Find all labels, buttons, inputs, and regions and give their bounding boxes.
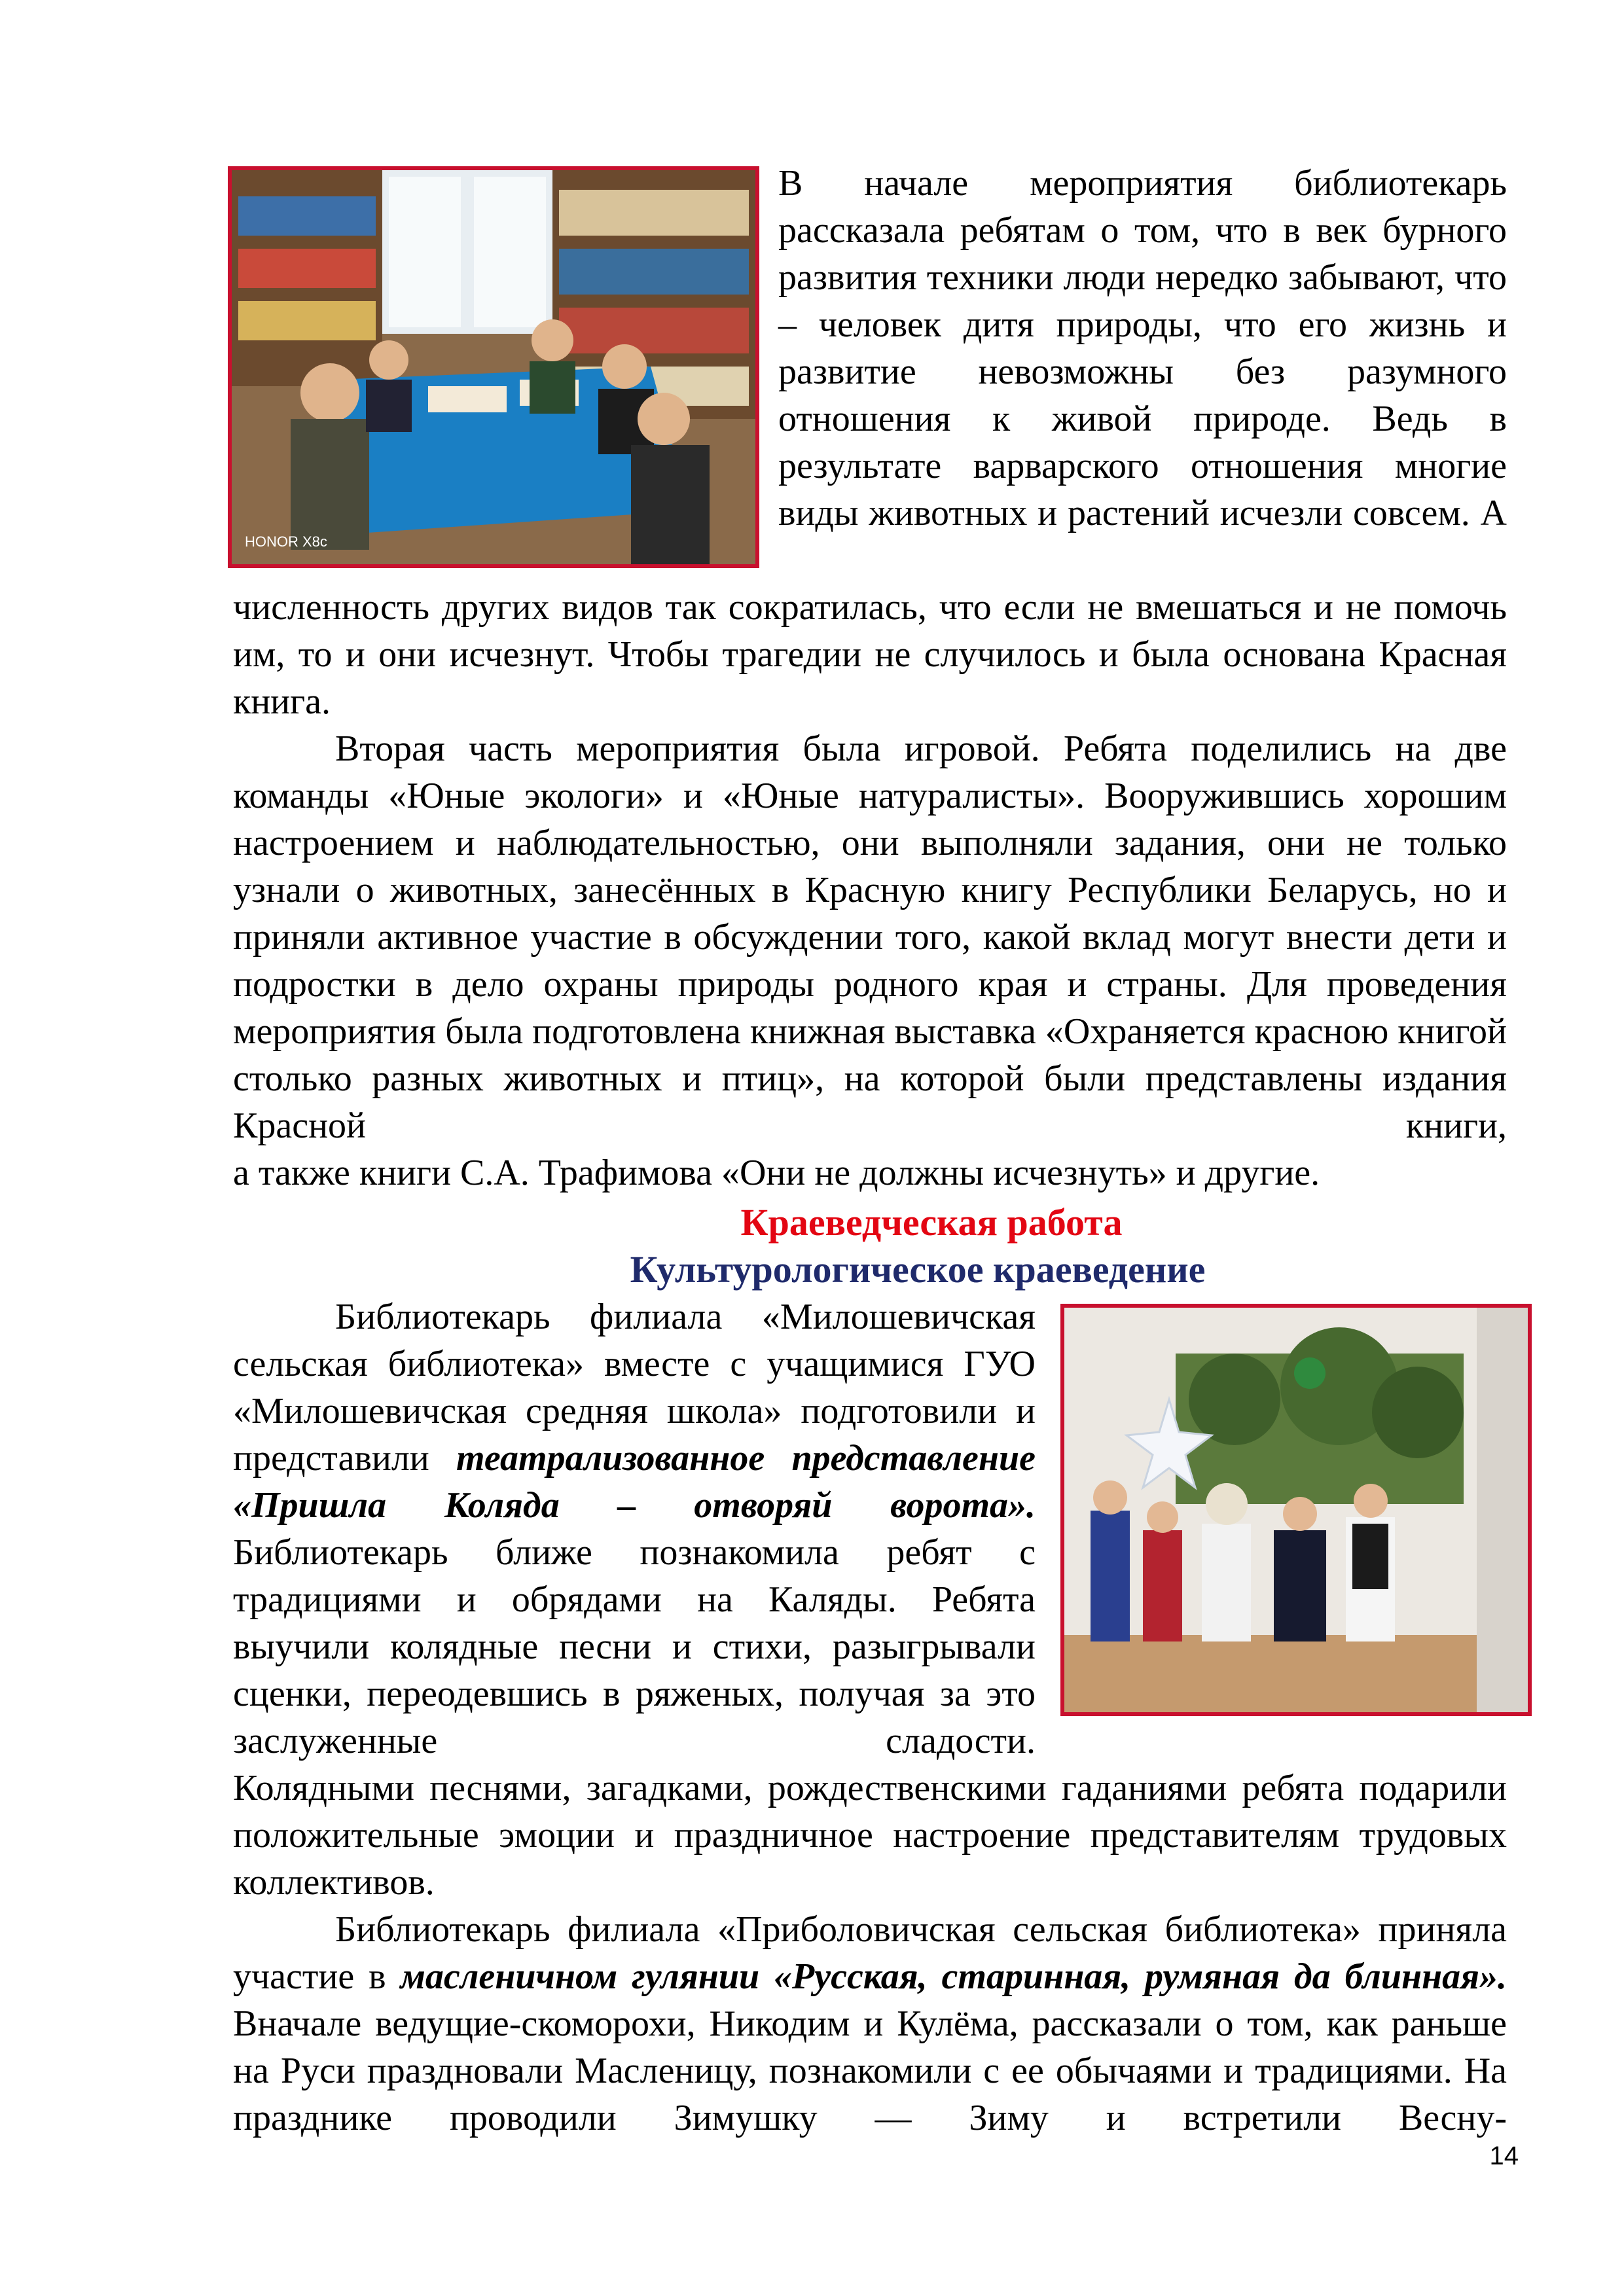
paragraph-4-part1: Библиотекарь филиала «Приболовичская сельская библиотека» приняла участие в (233, 1909, 1507, 1997)
paragraph-1-text: В начале мероприятия библиотекарь рассказала ребятам о том, что в век бурного развития техники люди нередко забывают, что – человек дитя природы, что его жизнь и развитие невозможны без разумного отношения к живой природе. Ведь в результате варварского отношения многие виды животных и растений исчезли совсем. А (778, 163, 1507, 533)
paragraph-3-continued (233, 1765, 1507, 1906)
paragraph-1-continued-text: численность других видов так сократилась, что если не вмешаться и не помочь им, то и они исчезнут. Чтобы трагедии не случилось и была основана Красная книга. (233, 587, 1507, 722)
paragraph-2-text: Вторая часть мероприятия была игровой. Ребята поделились на две команды «Юные экологи» и «Юные натуралисты». Вооружившись хорошим настроением и наблюдательностью, они выполняли задания, они не только узнали о животных, занесённых в Красную книгу Республики Беларусь, но и приняли активное участие в обсуждении того, какой вклад могут внести дети и подростки в дело охраны природы родного края и страны. Для проведения мероприятия была подготовлена книжная выставка «Охраняется красною книгой столько разных животных и птиц», на которой были представлены издания Красной книги, (233, 728, 1507, 1146)
paragraph-4-text (233, 1906, 1507, 2142)
carols-performance-photo (1060, 1304, 1532, 1716)
paragraph-3-continued-text: Колядными песнями, загадками, рождественскими гаданиями ребята подарили положительные эмоции и праздничное настроение представителям трудовых коллективов. (233, 1768, 1507, 1903)
paragraph-3-text (233, 1293, 1036, 1765)
paragraph-4-bold: масленичном гулянии «Русская, старинная, румяная да блинная». (400, 1956, 1507, 1997)
paragraph-3-part2: Библиотекарь ближе познакомила ребят с традициями и обрядами на Каляды. Ребята выучили колядные песни и стихи, разыгрывали сценки, переодевшись в ряженых, получая за это заслуженные сладости. (233, 1532, 1036, 1761)
paragraph-4 (233, 1906, 1507, 2142)
photo-watermark: HONOR X8c (245, 533, 327, 550)
paragraph-3-wrapped (233, 1293, 1036, 1765)
paragraph-3-part1: Библиотекарь филиала «Милошевичская сельская библиотека» вместе с учащимися ГУО «Милошевичская средняя школа» подготовили и представили (233, 1297, 1036, 1479)
paragraph-1-wrapped (778, 160, 1507, 537)
library-photo (228, 166, 759, 568)
library-photo-illustration (232, 170, 755, 564)
section-heading-local-history: Краеведческая работа (740, 1201, 1123, 1244)
paragraph-4-part2: Вначале ведущие-скоморохи, Никодим и Кулёма, рассказали о том, как раньше на Руси праздновали Масленицу, познакомили с ее обычаями и традициями. На празднике проводили Зимушку — Зиму и встретили Весну- (233, 2003, 1507, 2138)
subsection-heading-cultural-studies: Культурологическое краеведение (630, 1248, 1206, 1291)
paragraph-3-bold: театрализованное представление «Пришла Коляда – отворяй ворота». (233, 1438, 1036, 1526)
carols-photo-illustration (1064, 1308, 1528, 1712)
page-number: 14 (1489, 2142, 1519, 2170)
paragraph-1-continued (233, 584, 1507, 725)
paragraph-2 (233, 725, 1507, 1196)
paragraph-2-last-line: а также книги С.А. Трафимова «Они не должны исчезнуть» и другие. (233, 1153, 1320, 1193)
